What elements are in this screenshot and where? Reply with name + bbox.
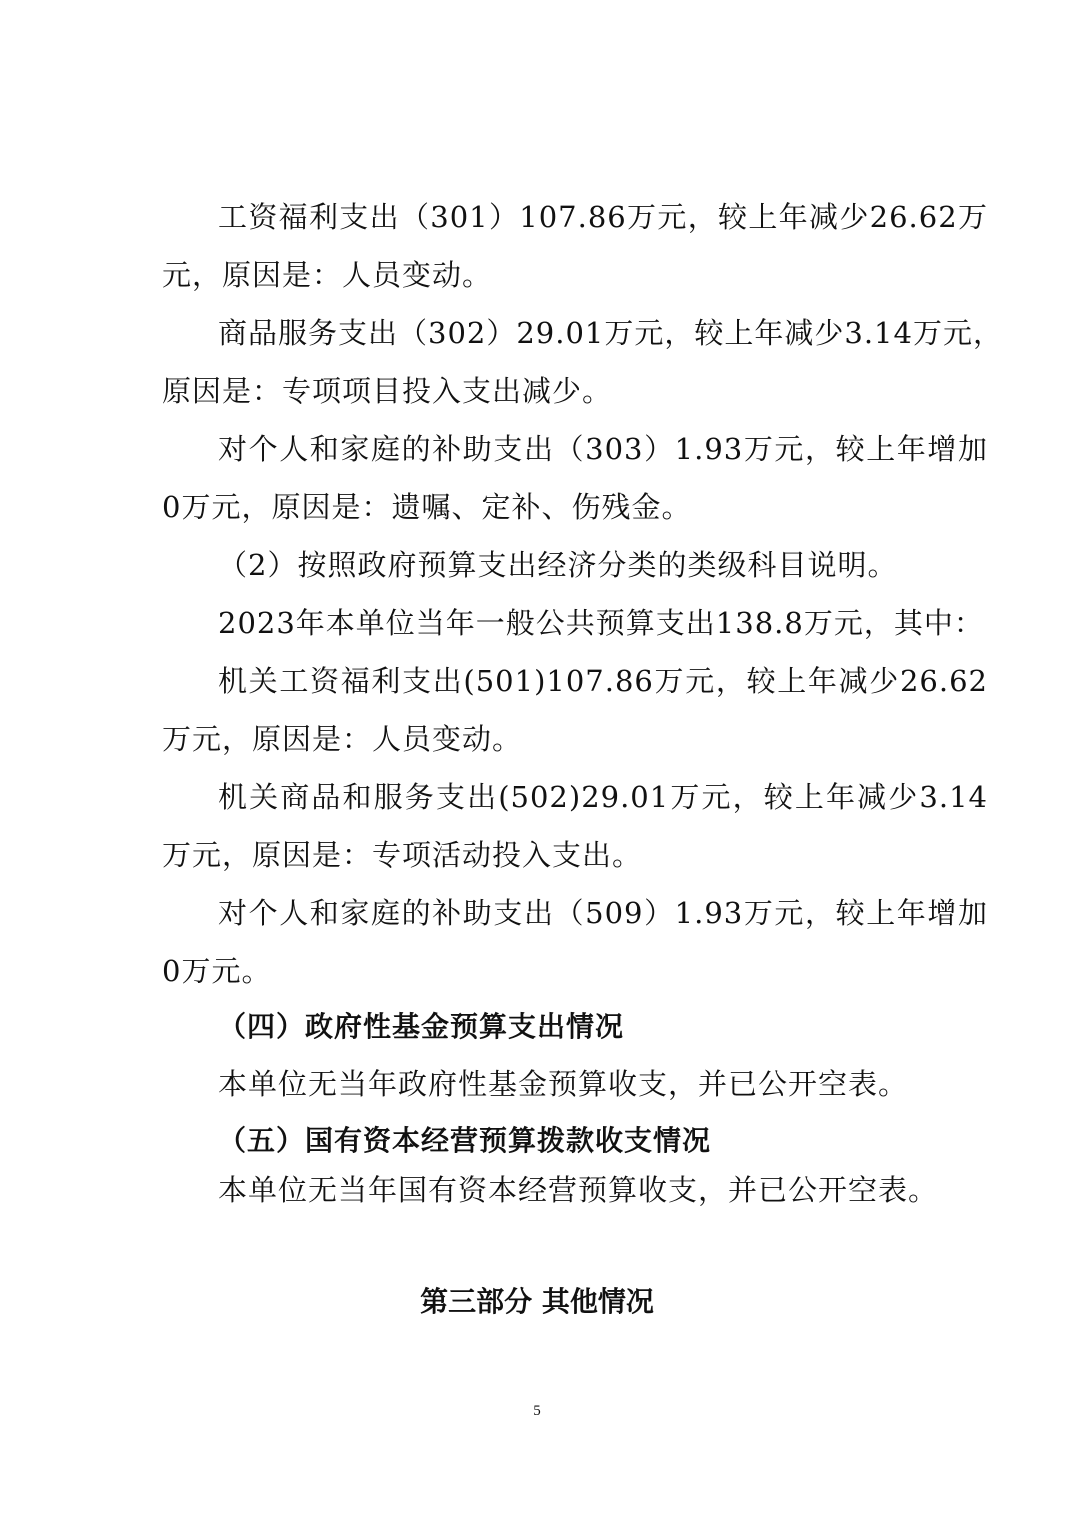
paragraph-line: 0万元。 xyxy=(162,954,272,988)
paragraph-line: 本单位无当年政府性基金预算收支，并已公开空表。 xyxy=(218,1067,909,1101)
paragraph-line: 万元，原因是：专项活动投入支出。 xyxy=(162,838,643,872)
paragraph-line: 对个人和家庭的补助支出（509）1.93万元，较上年增加 xyxy=(218,896,988,930)
paragraph-line: 商品服务支出（302）29.01万元，较上年减少3.14万元， xyxy=(218,316,1003,350)
paragraph-line: 万元，原因是：人员变动。 xyxy=(162,722,523,756)
paragraph-line: 机关商品和服务支出(502)29.01万元，较上年减少3.14 xyxy=(218,780,988,814)
part-title: 第三部分 其他情况 xyxy=(420,1285,654,1318)
page-number: 5 xyxy=(533,1403,541,1419)
paragraph-line: 原因是：专项项目投入支出减少。 xyxy=(162,374,613,408)
paragraph-line: 2023年本单位当年一般公共预算支出138.8万元，其中： xyxy=(218,606,984,640)
section-heading: （四）政府性基金预算支出情况 xyxy=(218,1010,625,1043)
paragraph-line: 元，原因是：人员变动。 xyxy=(162,258,493,292)
paragraph-line: 机关工资福利支出(501)107.86万元，较上年减少26.62 xyxy=(218,664,988,698)
paragraph-line: 0万元，原因是：遗嘱、定补、伤残金。 xyxy=(162,490,692,524)
paragraph-line: 工资福利支出（301）107.86万元，较上年减少26.62万 xyxy=(218,200,988,234)
paragraph-line: 对个人和家庭的补助支出（303）1.93万元，较上年增加 xyxy=(218,432,988,466)
paragraph-line: 本单位无当年国有资本经营预算收支，并已公开空表。 xyxy=(218,1173,939,1207)
paragraph-line: （2）按照政府预算支出经济分类的类级科目说明。 xyxy=(218,548,898,582)
section-heading: （五）国有资本经营预算拨款收支情况 xyxy=(218,1124,712,1157)
